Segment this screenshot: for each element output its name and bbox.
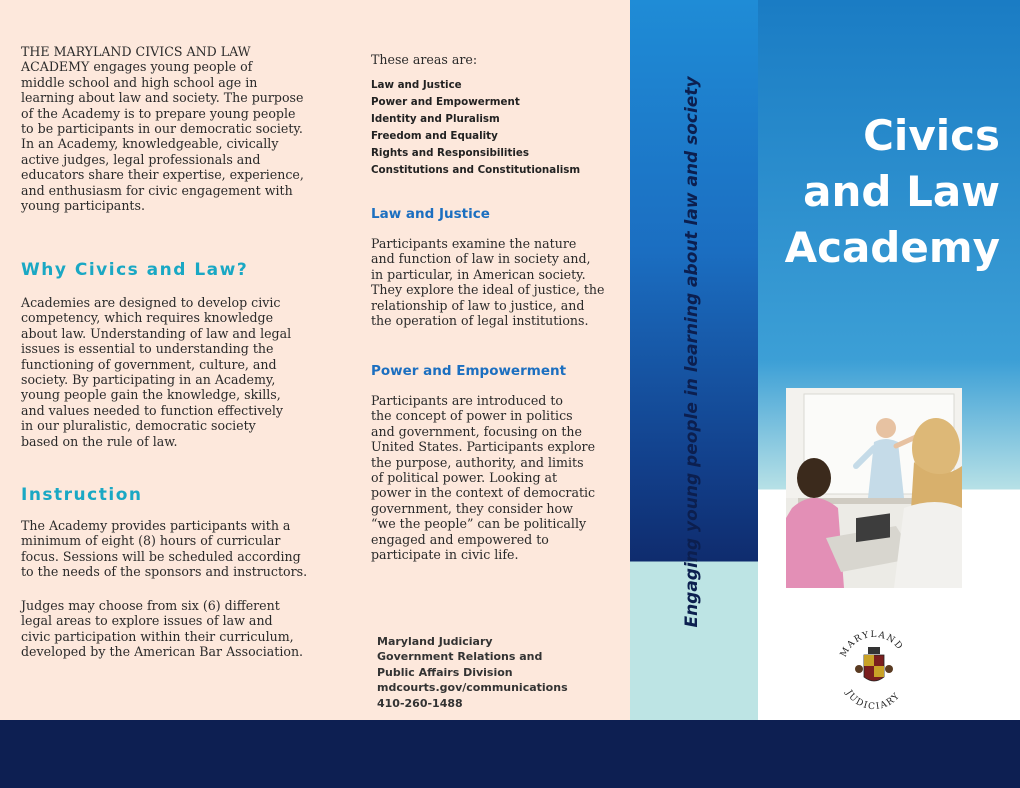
text-line: middle school and high school age in <box>21 74 258 90</box>
text-line: of the Academy is to prepare young people <box>21 105 296 121</box>
text-line: Participants examine the nature <box>371 236 577 251</box>
text-line: “we the people” can be politically <box>371 516 587 532</box>
text-line: Judges may choose from six (6) different <box>21 598 280 613</box>
seal-bottom-text: JUDICIARY <box>843 688 903 711</box>
text-line: civic participation within their curriculum, <box>21 628 294 644</box>
tagline-text: Engaging young people in learning about law and society <box>682 76 702 628</box>
text-line: focus. Sessions will be scheduled according <box>21 548 301 564</box>
text-line: in our pluralistic, democratic society <box>21 418 256 434</box>
phone-number: 410-260-1488 <box>377 696 463 710</box>
why-paragraph <box>21 295 291 449</box>
text-line: United States. Participants explore <box>371 439 596 455</box>
power-paragraph <box>371 393 595 562</box>
seal-top-text: MARYLAND <box>838 629 905 659</box>
text-line: minimum of eight (8) hours of curricular <box>21 533 281 549</box>
text-line: based on the rule of law. <box>21 433 178 449</box>
area-item: Rights and Responsibilities <box>371 147 530 159</box>
text-line: issues is essential to understanding the <box>21 341 274 357</box>
instruction-paragraph-1 <box>21 518 307 580</box>
title-line: and Law <box>803 167 1000 216</box>
text-line: and function of law in society and, <box>371 251 591 267</box>
area-item: Constitutions and Constitutionalism <box>371 164 581 176</box>
instruction-heading: Instruction <box>21 485 143 505</box>
contact-block <box>377 634 568 711</box>
law-justice-paragraph <box>371 236 604 328</box>
division-line: Government Relations and <box>377 650 543 664</box>
area-item: Power and Empowerment <box>371 96 520 108</box>
law-justice-heading: Law and Justice <box>371 206 490 222</box>
bottom-band <box>0 720 1020 788</box>
maryland-judiciary-seal <box>838 625 910 711</box>
why-heading: Why Civics and Law? <box>21 260 249 280</box>
text-line: government, they consider how <box>371 500 573 516</box>
text-line: and enthusiasm for civic engagement with <box>21 182 293 198</box>
text-line: power in the context of democratic <box>371 485 596 501</box>
text-line: to be participants in our democratic society. <box>21 121 303 137</box>
cover-title <box>770 108 1000 276</box>
text-line: society. By participating in an Academy, <box>21 372 276 388</box>
areas-intro: These areas are: <box>371 52 478 67</box>
text-line: relationship of law to justice, and <box>371 297 585 313</box>
text-line: Participants are introduced to <box>371 393 563 408</box>
text-line: learning about law and society. The purpose <box>21 90 304 106</box>
supporter-right <box>885 665 893 673</box>
text-line: the concept of power in politics <box>371 408 573 424</box>
text-line: functioning of government, culture, and <box>21 356 277 372</box>
org-name: Maryland Judiciary <box>377 635 493 648</box>
text-line: educators share their expertise, experience, <box>21 167 304 183</box>
text-line: engaged and empowered to <box>371 531 549 547</box>
text-line: They explore the ideal of justice, the <box>371 282 605 298</box>
title-line: Academy <box>784 223 1000 272</box>
text-line: In an Academy, knowledgeable, civically <box>21 136 279 152</box>
text-line: Academies are designed to develop civic <box>21 295 281 310</box>
intro-paragraph <box>21 44 304 213</box>
text-line: participate in civic life. <box>371 547 519 563</box>
division-line: Public Affairs Division <box>377 665 513 679</box>
supporter-left <box>855 665 863 673</box>
text-line: and government, focusing on the <box>371 423 582 439</box>
classroom-illustration <box>786 388 962 588</box>
text-line: active judges, legal professionals and <box>21 151 261 167</box>
text-line: competency, which requires knowledge <box>21 310 274 326</box>
text-line: THE MARYLAND CIVICS AND LAW <box>21 44 251 59</box>
text-line: about law. Understanding of law and legal <box>21 325 292 341</box>
areas-list <box>371 77 580 179</box>
shield-quarter <box>864 655 874 666</box>
seal-graphic <box>838 625 910 711</box>
text-line: to the needs of the sponsors and instructors. <box>21 564 308 580</box>
text-line: the operation of legal institutions. <box>371 313 589 329</box>
text-line: in particular, in American society. <box>371 266 586 282</box>
text-line: the purpose, authority, and limits <box>371 454 584 470</box>
text-line: of political power. Looking at <box>371 470 558 486</box>
text-line: ACADEMY engages young people of <box>21 59 253 75</box>
power-heading: Power and Empowerment <box>371 363 567 379</box>
text-line: developed by the American Bar Association. <box>21 644 304 660</box>
text-line: young people gain the knowledge, skills, <box>21 387 281 403</box>
area-item: Freedom and Equality <box>371 130 498 142</box>
area-item: Law and Justice <box>371 79 462 91</box>
instruction-paragraph-2 <box>21 598 303 660</box>
shield-quarter <box>874 666 884 677</box>
area-item: Identity and Pluralism <box>371 113 500 125</box>
text-line: The Academy provides participants with a <box>21 518 291 533</box>
text-line: and values needed to function effectively <box>21 402 284 418</box>
crest-icon <box>868 647 880 654</box>
title-line: Civics <box>863 111 1000 160</box>
website-link[interactable]: mdcourts.gov/communications <box>377 681 568 695</box>
text-line: legal areas to explore issues of law and <box>21 613 273 629</box>
classroom-photo <box>786 388 962 588</box>
tagline-spine <box>632 76 752 628</box>
text-line: young participants. <box>21 198 145 214</box>
